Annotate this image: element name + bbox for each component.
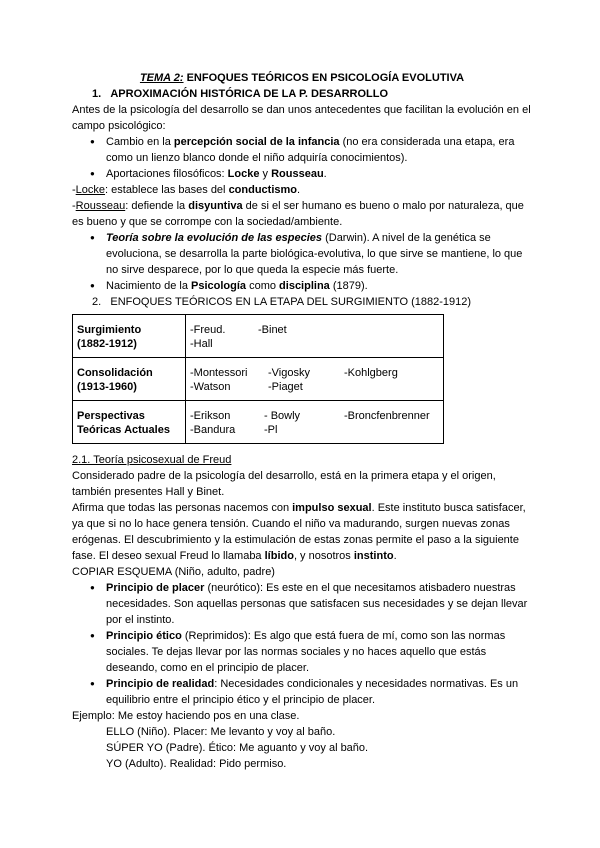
list-item: ● Principio ético (Reprimidos): Es algo que está fuera de mí, como son las normas sociales. Te dejas llevar por las normas sociales y no haces aquello que estás deseando, como en el principio de placer.	[106, 628, 532, 676]
list-item: ● Teoría sobre la evolución de las especies (Darwin). A nivel de la genética se evoluciona, se desarrolla la parte biológica-evolutiva, lo que sirve se mantiene, lo que no sirve desparece, por lo que queda la especie más fuerte.	[106, 230, 532, 278]
table-row-label: Consolidación (1913-1960)	[73, 358, 186, 401]
table-row-authors: -Erikson - Bowly -Broncfenbrenner -Bandura -Pl	[186, 401, 444, 444]
freud-paragraph-2: Afirma que todas las personas nacemos con impulso sexual. Este instituto busca satisfacer, ya que si no lo hace genera tensión. Cuando el niño va madurando, surgen nuevas zonas erógenas. El descubrimiento y la estimulación de estas zonas permite el paso a la siguiente fase. El deseo sexual Freud lo llamaba líbido, y nosotros instinto.	[72, 502, 526, 562]
document-title	[72, 70, 532, 86]
list-item: ● Aportaciones filosóficos: Locke y Rousseau.	[106, 166, 532, 182]
section-1-heading	[72, 86, 532, 102]
intro-paragraph: Antes de la psicología del desarrollo se dan unos antecedentes que facilitan la evolución en el campo psicológico:	[72, 104, 531, 132]
title-tema: TEMA 2:	[139, 72, 184, 84]
ejemplo-item: SÚPER YO (Padre). Ético: Me aguanto y voy al baño.	[106, 742, 369, 754]
principios-list	[72, 580, 532, 708]
table-row	[73, 358, 444, 401]
table-row-label: Perspectivas Teóricas Actuales	[73, 401, 186, 444]
table-row	[73, 315, 444, 358]
copiar-esquema-line: COPIAR ESQUEMA (Niño, adulto, padre)	[72, 566, 275, 578]
table-row-authors: -Freud. -Binet -Hall	[186, 315, 444, 358]
table-row-label: Surgimiento (1882-1912)	[73, 315, 186, 358]
list-item: ● Cambio en la percepción social de la infancia (no era considerada una etapa, era como un lienzo blanco donde el niño adquiría conocimientos).	[106, 134, 532, 166]
list-item: ● Principio de realidad: Necesidades condicionales y necesidades normativas. Es un equilibrio entre el principio ético y el principio de placer.	[106, 676, 532, 708]
document-page	[72, 70, 532, 772]
ejemplo-item: YO (Adulto). Realidad: Pido permiso.	[106, 758, 287, 770]
table-row-authors: -Montessori -Vigosky -Kohlgberg -Watson -Piaget	[186, 358, 444, 401]
title-text: ENFOQUES TEÓRICOS EN PSICOLOGÍA EVOLUTIVA	[183, 72, 465, 84]
section-2-heading: 2. ENFOQUES TEÓRICOS EN LA ETAPA DEL SURGIMIENTO (1882-1912)	[92, 296, 472, 308]
section-1-title: APROXIMACIÓN HISTÓRICA DE LA P. DESARROLLO	[110, 88, 389, 100]
rousseau-line: -Rousseau: defiende la disyuntiva de si el ser humano es bueno o malo por naturaleza, que es bueno y que se corrompe con la sociedad/ambiente.	[72, 200, 524, 228]
section-1-number: 1.	[92, 88, 102, 100]
ejemplo-line: Ejemplo: Me estoy haciendo pos en una clase.	[72, 710, 300, 722]
table-row	[73, 401, 444, 444]
antecedentes-list-2	[72, 230, 532, 294]
subsection-2-1-heading: 2.1. Teoría psicosexual de Freud	[72, 454, 232, 466]
list-item: ● Principio de placer (neurótico): Es este en el que necesitamos atisbadero nuestras necesidades. Son aquellas personas que satisfacen sus necesidades y se dejan llevar por el instinto.	[106, 580, 532, 628]
authors-table	[72, 314, 444, 444]
freud-paragraph-1: Considerado padre de la psicología del desarrollo, está en la primera etapa y el origen, también presentes Hall y Binet.	[72, 470, 496, 498]
locke-line: -Locke: establece las bases del conductismo.	[72, 184, 301, 196]
ejemplo-item: ELLO (Niño). Placer: Me levanto y voy al baño.	[106, 726, 336, 738]
list-item: ● Nacimiento de la Psicología como disciplina (1879).	[106, 278, 532, 294]
antecedentes-list	[72, 134, 532, 182]
